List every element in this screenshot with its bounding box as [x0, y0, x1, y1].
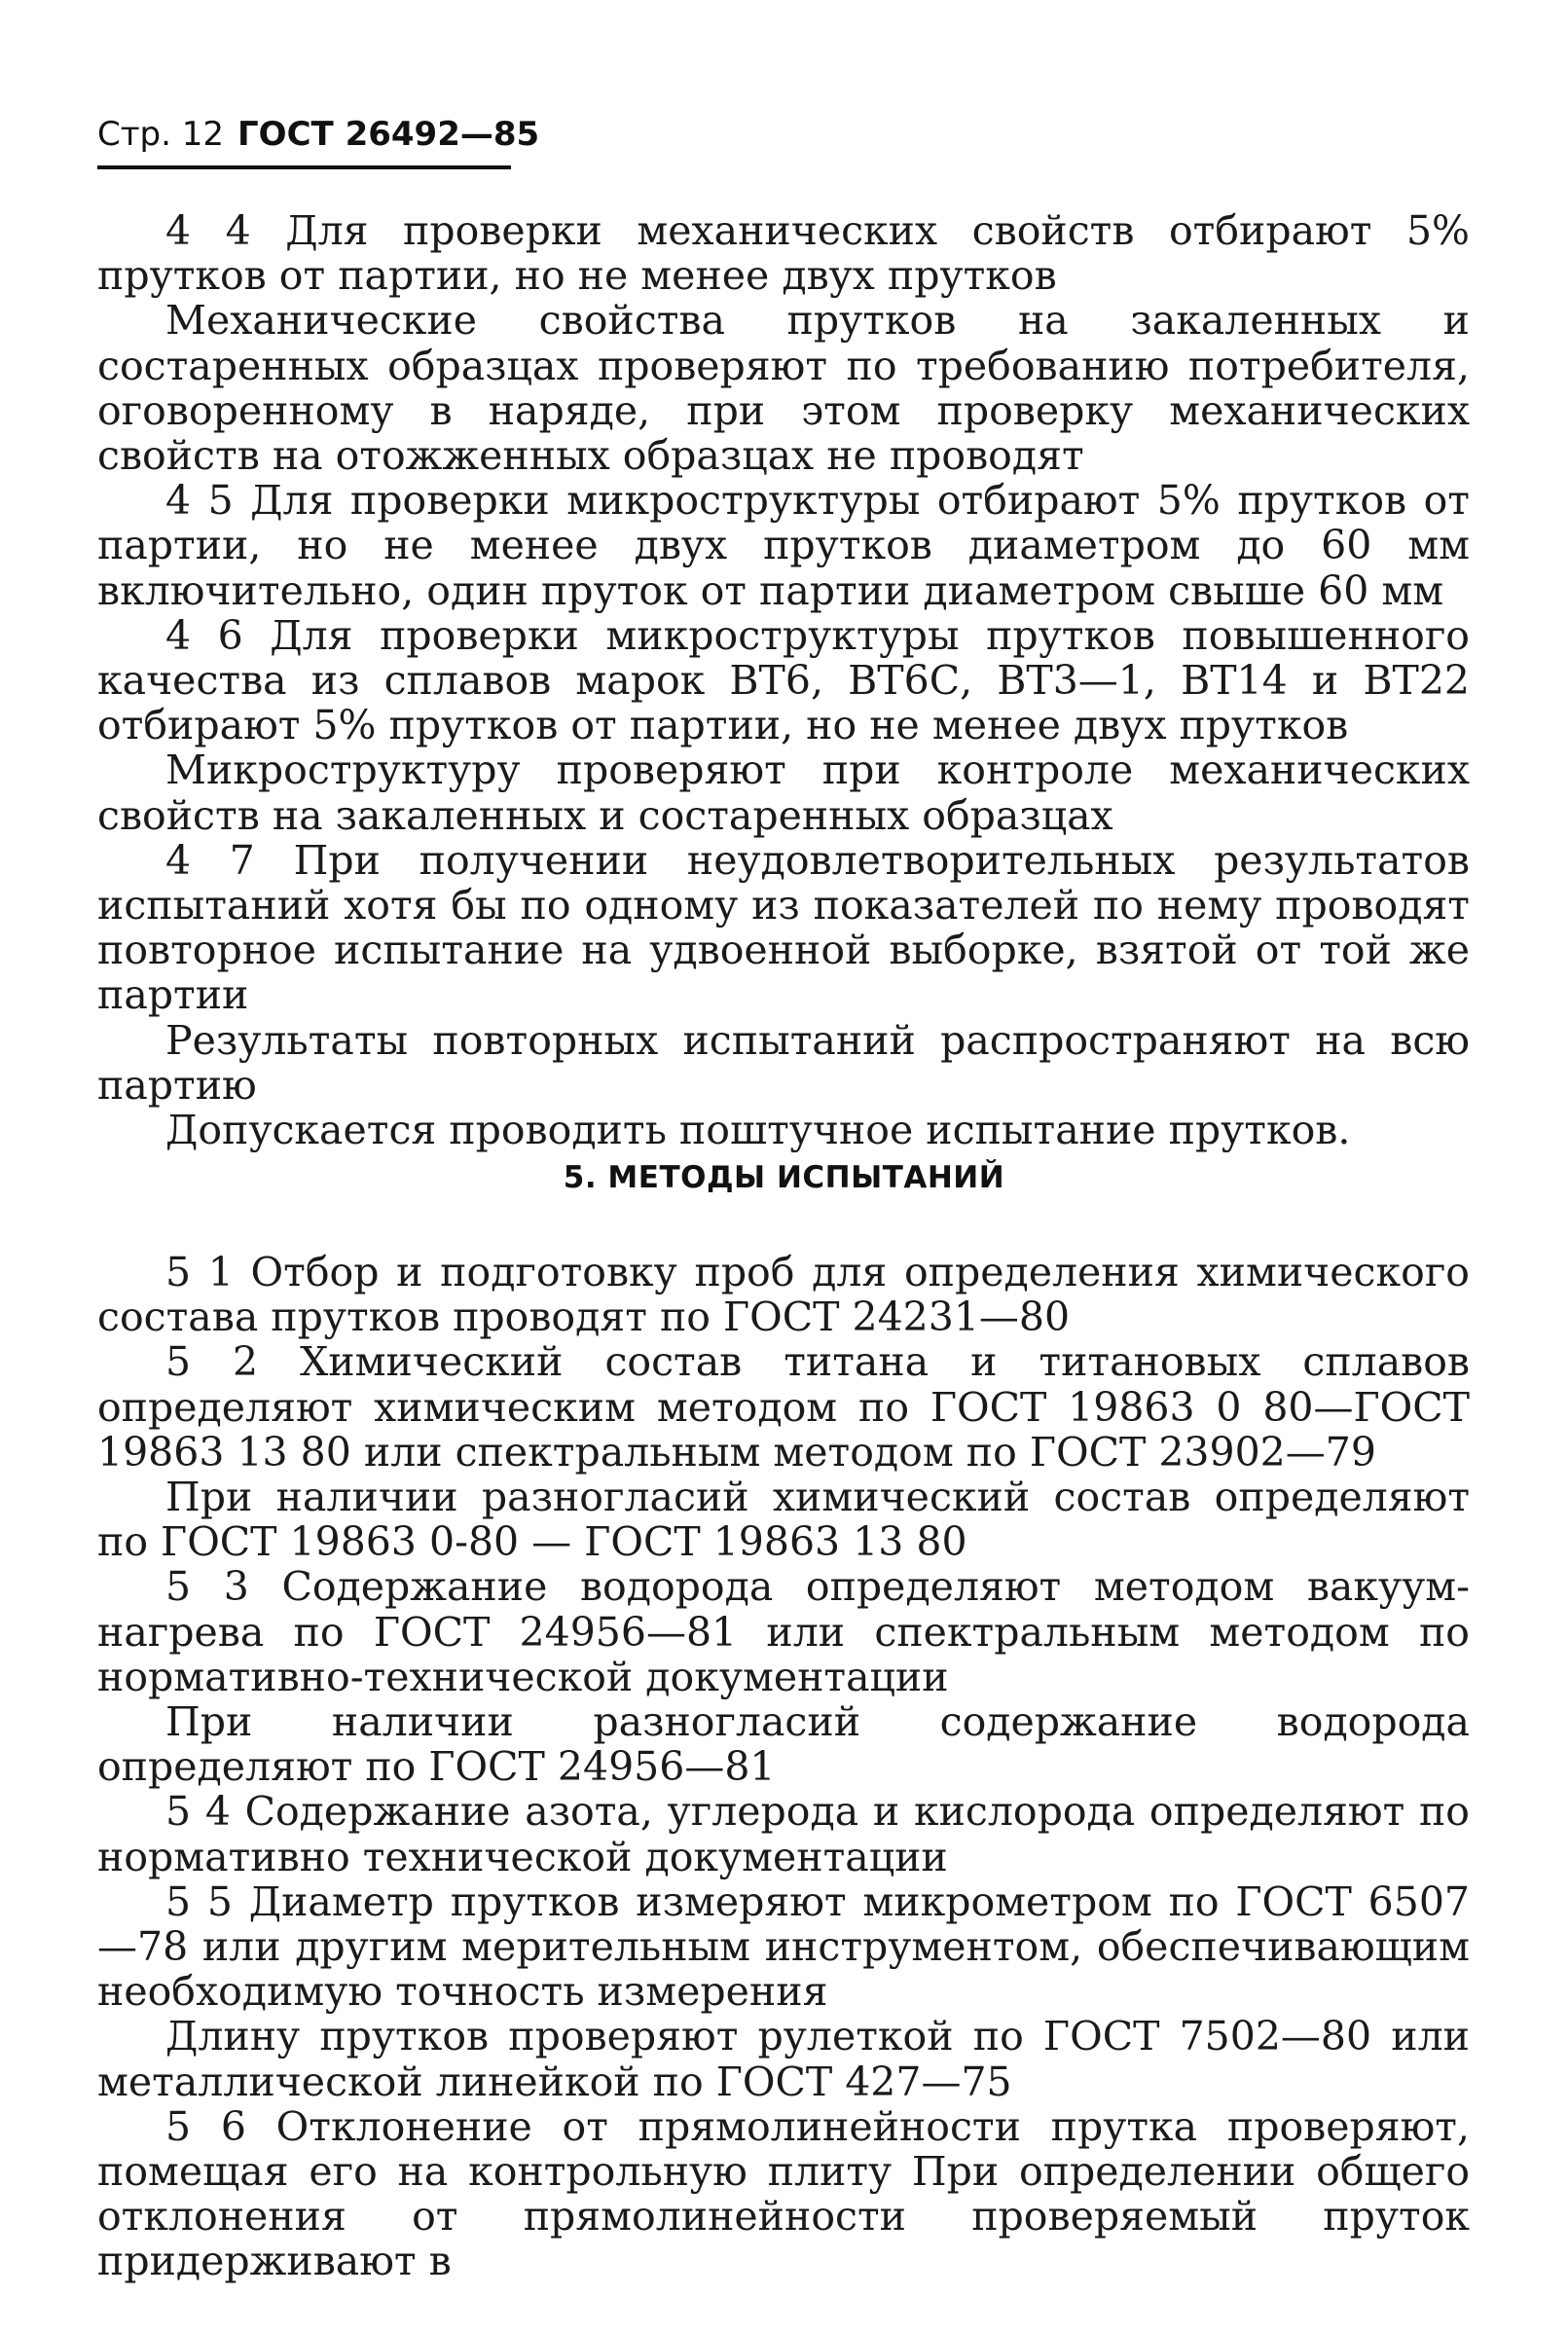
paragraph: 4 7 При получении неудовлетворительных результатов испытаний хотя бы по одному из показателей по нему проводят повторное испытание на удвоенной выборке, взятой от той же партии [97, 836, 1470, 1019]
paragraph: 5 6 Отклонение от прямолинейности прутка проверяют, помещая его на контрольную плиту При определении общего отклонения от прямолинейности проверяемый пруток придерживают в [97, 2102, 1470, 2285]
paragraph: При наличии разногласий содержание водорода определяют по ГОСТ 24956—81 [97, 1698, 1470, 1791]
paragraph: Допускается проводить поштучное испытание прутков. [165, 1107, 1351, 1154]
section-5-text [97, 1250, 1470, 2284]
section-4-text [97, 208, 1470, 1152]
paragraph: Результаты повторных испытаний распространяют на всю партию [97, 1016, 1470, 1109]
standard-designation: ГОСТ 26492—85 [237, 115, 540, 154]
paragraph: 5 4 Содержание азота, углерода и кислорода определяют по нормативно технической документации [97, 1788, 1470, 1880]
paragraph: Длину прутков проверяют рулеткой по ГОСТ 7502—80 или металлической линейкой по ГОСТ 427—75 [97, 2013, 1470, 2105]
section-heading: 5. МЕТОДЫ ИСПЫТАНИЙ [563, 1160, 1005, 1195]
page-header [97, 115, 539, 154]
paragraph: 4 4 Для проверки механических свойств отбирают 5% прутков от партии, но не менее двух прутков [97, 207, 1470, 300]
paragraph: 5 1 Отбор и подготовку проб для определения химического состава прутков проводят по ГОСТ 24231—80 [97, 1249, 1470, 1341]
paragraph: 5 3 Содержание водорода определяют методом вакуум-нагрева по ГОСТ 24956—81 или спектральным методом по нормативно-технической документации [97, 1563, 1470, 1700]
paragraph: При наличии разногласий химический состав определяют по ГОСТ 19863 0-80 — ГОСТ 19863 13 80 [97, 1474, 1470, 1566]
paragraph: 5 5 Диаметр прутков измеряют микрометром по ГОСТ 6507—78 или другим мерительным инструментом, обеспечивающим необходимую точность измерения [97, 1877, 1470, 2016]
header-underline [97, 165, 511, 169]
paragraph: Механические свойства прутков на закаленных и состаренных образцах проверяют по требованию потребителя, оговоренному в наряде, при этом проверку механических свойств на отожженных образцах не проводят [97, 297, 1470, 480]
paragraph: 4 5 Для проверки микроструктуры отбирают 5% прутков от партии, но не менее двух прутков диаметром до 60 мм включительно, один пруток от партии диаметром свыше 60 мм [97, 477, 1470, 614]
page-number: Стр. 12 [97, 115, 225, 154]
paragraph: 4 6 Для проверки микроструктуры прутков повышенного качества из сплавов марок ВТ6, ВТ6С, ВТ3—1, ВТ14 и ВТ22 отбирают 5% прутков от партии, но не менее двух прутков [97, 611, 1470, 749]
paragraph: Микроструктуру проверяют при контроле механических свойств на закаленных и состаренных образцах [97, 747, 1470, 839]
paragraph: 5 2 Химический состав титана и титановых сплавов определяют химическим методом по ГОСТ 19863 0 80—ГОСТ 19863 13 80 или спектральным методом по ГОСТ 23902—79 [97, 1338, 1470, 1476]
